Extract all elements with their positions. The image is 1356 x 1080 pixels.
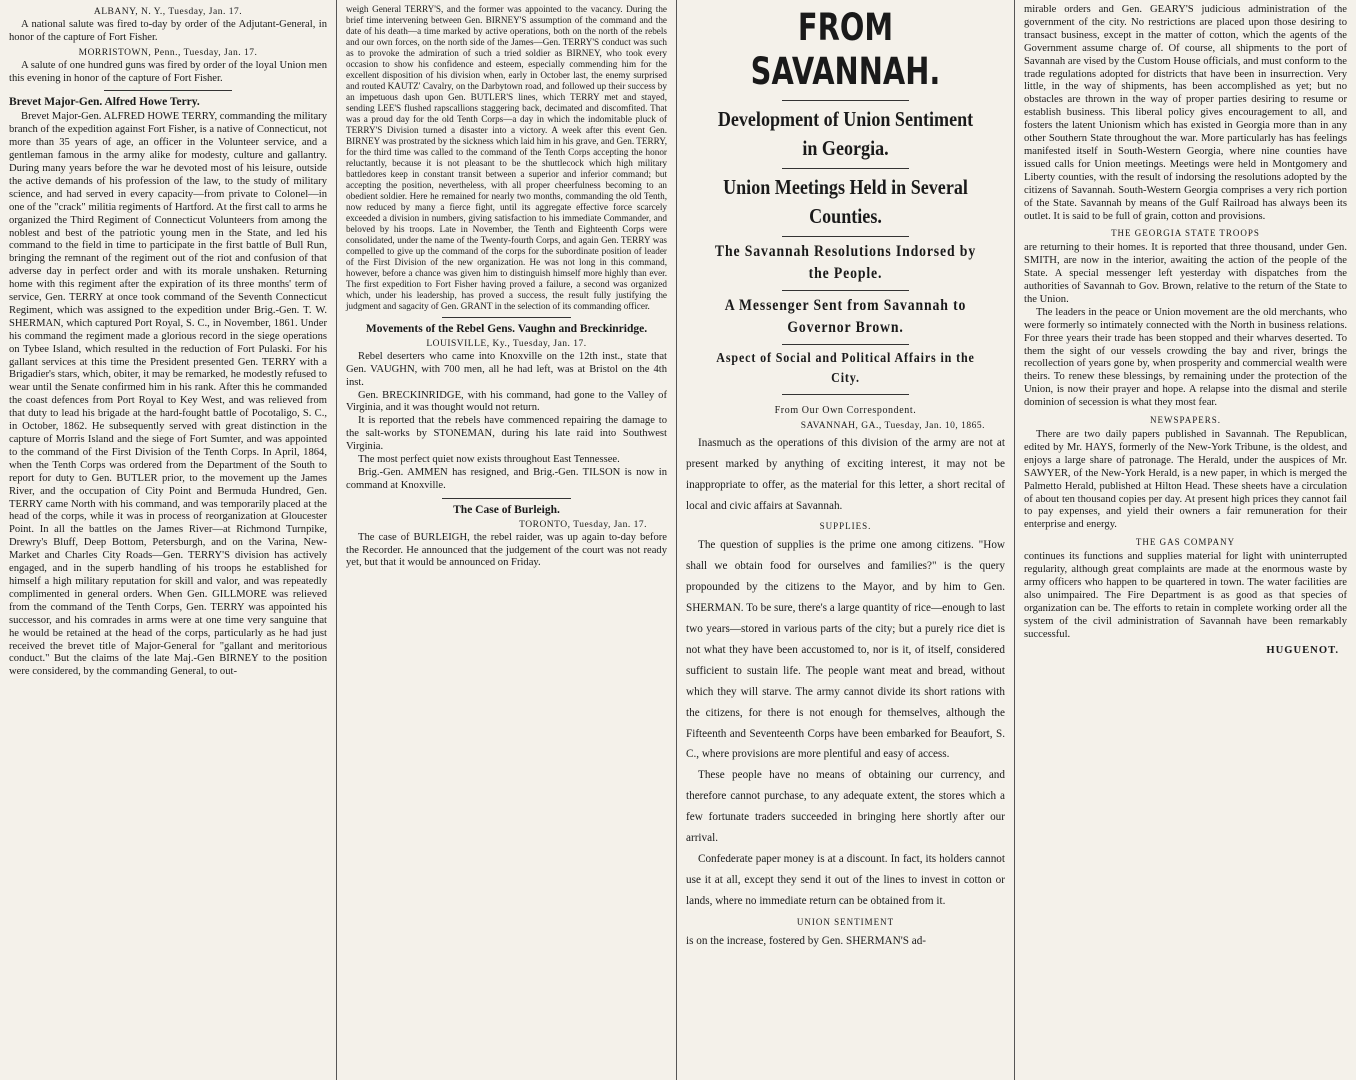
paragraph-state-troops: are returning to their homes. It is reported that three thousand, under Gen. SMITH, are now in the interior, awaiting the action of the people of the State. A special messenger left yesterday with dispatches from the authorities of Savannah to Gov. Brown, relative to the return of the State to the Union. [1024, 242, 1347, 305]
deck-social-political: Aspect of Social and Political Affairs in the City. [716, 351, 975, 386]
paragraph-breckinridge: Gen. BRECKINRIDGE, with his command, had gone to the Valley of Virginia, and it was thought would not return. [346, 389, 667, 414]
dateline-toronto: TORONTO, Tuesday, Jan. 17. [519, 519, 647, 530]
paragraph-burleigh-case: The case of BURLEIGH, the rebel raider, was up again to-day before the Recorder. He announced that the judgement of the court was not ready yet, but that it would be announced on Friday. [346, 531, 667, 569]
heading-terry: Brevet Major-Gen. Alfred Howe Terry. [9, 96, 200, 109]
subheading-supplies: SUPPLIES. [819, 521, 872, 532]
paragraph-gas-company: continues its functions and supplies material for light with uninterrupted regularity, although great complaints are made at the enormous waste by army officers who happen to be quartered in town. The water facilities are also unimpaired. The Fire Department is as good as that species of organization can be. The efforts to retain in complete working order all the system of the civil administration of Savannah have been remarkably successful. [1024, 551, 1347, 640]
subheading-state-troops: THE GEORGIA STATE TROOPS [1111, 228, 1260, 239]
divider [782, 344, 910, 345]
dateline-morristown: MORRISTOWN, Penn., Tuesday, Jan. 17. [78, 47, 258, 58]
subheading-newspapers: NEWSPAPERS. [1150, 415, 1221, 426]
heading-vaughn-breckinridge: Movements of the Rebel Gens. Vaughn and Breckinridge. [365, 323, 648, 335]
paragraph-terry-continued: weigh General TERRY'S, and the former was appointed to the vacancy. During the brief time intervening between Gen. BIRNEY'S assumption of the command and the date of his death—a time marked by active operations, both on the north of the rebels and our own forces, on the north side of the James—Gen. TERRY'S conduct was such as to provoke the admiration of such a tried soldier as BIRNEY, who took every occasion to show his confidence and esteem, especially commending him for the excellent disposition of his division when, early in October last, the enemy surprised and routed KAUTZ' Cavalry, on the Darbytown road, and followed up their success by an impetuous dash upon Gen. BUTLER'S lines, which TERRY met and stayed, sending LEE'S flushed rapscallions staggering back, decimated and discomfited. That was a proud day for the old Tenth Corps—a day in which the indomitable pluck of TERRY'S Division turned a disaster into a victory. A week after this event Gen. BIRNEY was prostrated by the sickness which laid him in his grave, and Gen. TERRY, for the third time was called to the command of the Tenth Corps accepting the honor reluctantly, because it is not pleasant to be the shuttlecock which high military battledores keep in constant transit between a superior and inferior command; but accepting the position, nevertheless, with all proper cheerfulness becoming to an obedient soldier. Here he remained for nearly two months, commanding the old Tenth, now reduced by many a fierce fight, until its aggregate effective force scarcely exceeded a division in numbers, giving satisfaction to his immediate Commander, and beloved by his troops. Late in November, the Tenth and Eighteenth Corps were consolidated, under the name of the Twenty-fourth Corps, and again Gen. TERRY was compelled to give up the command of the corps for the subordinate position of leader of the First Division of the new organization. He was not long in this command, however, before a chance was given him to distinguish himself more highly than ever. The first expedition to Fort Fisher having proved a failure, a second was organized which, under his leadership, has proved a success, the result fully justifying the judgment and sagacity of Gen. GRANT in the selection of its commanding officer. [346, 4, 667, 311]
paragraph-east-tennessee: The most perfect quiet now exists throughout East Tennessee. [358, 454, 620, 466]
paragraph-terry-biography: Brevet Major-Gen. ALFRED HOWE TERRY, commanding the military branch of the expedition against Fort Fisher, is a native of Connecticut, not more than 35 years of age, an officer in the Volunteer service, and a gentleman famous in the army alike for modesty, culture and gallantry. During many years before the war he devoted most of his leisure, outside the active demands of his profession of the law, to the study of military science, and had served in every capacity—from private to Colonel—in one of the "crack" militia regiments of Hartford. At the first call to arms he organized the Third Regiment of Connecticut Volunteers from among the noblest and best of the patriotic young men in the State, and led his command to the field in time to participate in the first battle of Bull Run, bringing the remnant of the regiment out of the riot and confusion of that adverse day in perfect order and with its morale unshaken. Returning home with this regiment after the expiration of its three months' term of service, Gen. TERRY at once took command of the Seventh Connecticut Regiment, which was assigned to the expedition under Brig.-Gen. T. W. SHERMAN, which captured Port Royal, S. C., in November, 1861. Under his command the regiment made a glorious record in the siege operations on Tybee Island, which resulted in the reduction of Fort Pulaski. For his gallant services at this time the President presented Gen. TERRY with a Brigadier's stars, which, obiter, it may be remarked, he modestly refused to wear until the Senate confirmed him in his rank. After this he commanded the coast defences from Port Royal to Key West, and was relieved from that duty to lead his brigade at the hard-fought battle of Pocotaligo, S. C., in October, 1862. He subsequently served with great distinction in the capture of Morris Island and the siege of Fort Sumter, and was appointed to the command of the First Division of the Tenth Corps. In April, 1864, when the Tenth Corps was ordered from the Department of the South to report for duty to Gen. BUTLER prior, to the movement up the James River, and the occupation of City Point and Bermuda Hundred, Gen. TERRY came North with his command, and was temporarily placed at the head of the corps, while it was in process of reorganization at Gloucester Point. In all the battles on the James River—at Richmond Turnpike, Drewry's Bluff, Deep Bottom, Petersburgh, and on the Varina, New-Market and Charles City Roads—Gen. TERRY'S division has actively engaged, and in the superb handling of his troops he established for himself a high military reputation for skill and valor, and was repeatedly complimented in general orders. When Gen. GILLMORE was relieved from the command of the Tenth Corps, Gen. TERRY was appointed his successor, and his comrades in arms were at one time very sanguine that he would be retained at the head of the corps, particularly as he had just received the brevet title of Major-General for "gallant and meritorious conduct." But the claims of the late Maj.-Gen BIRNEY to the position were considered, by the commanding General, to out- [9, 111, 327, 678]
divider [442, 317, 570, 318]
column-3 [676, 0, 1014, 1080]
divider [104, 90, 231, 91]
paragraph-administration: mirable orders and Gen. GEARY'S judicious administration of the government of the city. No restrictions are placed upon those desiring to transact business, except in the matter of cotton, which the agents of the Government assume charge of. Of course, all shipments to the port of Savannah are vised by the Custom House officials, and must conform to the trade regulations adopted for districts that have been in insurrection. Very little, in the way of shipments, has been accomplished as yet; but no obstacles are thrown in the way of proper parties desiring to resume or establish business. This liberal policy gives encouragement to all, and fosters the latent Unionism which has existed in Georgia more than in any other Southern State throughout the war. More particularly has has feelings manifested itself in South-Western Georgia, where nine counties have issued calls for Union meetings. Meetings were held in Montgomery and Liberty counties, with the result of indorsing the resolutions adopted by the citizens of Savannah. South-Western Georgia comprises a very rich portion of the State. Savannah by means of the Gulf Railroad has always been its outlet. It is said to be full of grain, cotton and provisions. [1024, 4, 1347, 222]
heading-burleigh: The Case of Burleigh. [453, 503, 560, 516]
paragraph-rebel-deserters: Rebel deserters who came into Knoxville on the 12th inst., state that Gen. VAUGHN, with 700 men, all he had left, was at Bristol on the 4th inst. [346, 350, 667, 388]
dateline-albany: ALBANY, N. Y., Tuesday, Jan. 17. [93, 7, 243, 17]
paragraph-confederate-money: Confederate paper money is at a discount. In fact, its holders cannot use it at all, except they send it out of the lines to invest in cotton or lands, where no immediate return can be obtained from it. [686, 852, 1005, 907]
deck-messenger-sent: A Messenger Sent from Savannah to Governor Brown. [724, 297, 967, 336]
column-4 [1014, 0, 1356, 1080]
dateline-savannah: SAVANNAH, GA., Tuesday, Jan. 10, 1865. [800, 420, 985, 431]
paragraph-albany-salute: A national salute was fired to-day by order of the Adjutant-General, in honor of the capture of Fort Fisher. [9, 18, 327, 43]
deck-union-meetings: Union Meetings Held in Several Counties. [723, 175, 968, 228]
paragraph-union-sentiment: is on the increase, fostered by Gen. SHERMAN'S ad- [686, 934, 927, 947]
subheading-gas-company: THE GAS COMPANY [1135, 537, 1236, 548]
deck-resolutions-indorsed: The Savannah Resolutions Indorsed by the People. [714, 243, 977, 282]
divider [782, 100, 910, 101]
paragraph-morristown-salute: A salute of one hundred guns was fired by order of the loyal Union men this evening in honor of the capture of Fort Fisher. [9, 59, 327, 84]
column-2 [336, 0, 676, 1080]
divider [782, 168, 910, 169]
paragraph-currency: These people have no means of obtaining our currency, and therefore cannot purchase, to any adequate extent, the stores which a few fortunate traders succeeded in bringing here shortly after our arrival. [686, 769, 1005, 845]
deck-union-sentiment: Development of Union Sentiment in Georgia. [717, 107, 974, 160]
divider [782, 394, 910, 395]
divider [782, 236, 910, 237]
divider [442, 498, 570, 499]
divider [782, 290, 910, 291]
paragraph-newspapers: There are two daily papers published in Savannah. The Republican, edited by Mr. HAYS, formerly of the New-York Tribune, is the oldest, and enjoys a large share of patronage. The Herald, under the auspices of Mr. SAWYER, of the New-York Herald, is a new paper, in which is merged the Palmetto Herald, published at Hilton Head. These sheets have a circulation of about ten thousand copies per day. At present high prices they cannot fail to pay expenses, and yield their owners a fair remuneration for their enterprise and energy. [1024, 429, 1347, 531]
paragraph-supplies: The question of supplies is the prime one among citizens. "How shall we obtain food for ourselves and families?" is the query propounded by the citizens to the Mayor, and by him to Gen. SHERMAN. To be sure, there's a large quantity of rice—enough to last two years—stored in various parts of the city; but a purely rice diet is not what they have been accustomed to, nor is it, of itself, considered sufficient to sustain life. The people want meat and bread, without which they will starve. The army cannot divide its short rations with the citizens, for there is not enough for themselves, although the Fifteenth and Seventeenth Corps have been embarked for Beaufort, S. C., where provisions are more plentiful and easy of access. [686, 539, 1005, 761]
signature: HUGUENOT. [1266, 644, 1339, 656]
main-headline: FROM SAVANNAH. [750, 6, 941, 93]
column-1 [0, 0, 336, 1080]
byline: From Our Own Correspondent. [774, 405, 917, 416]
paragraph-ammen-tilson: Brig.-Gen. AMMEN has resigned, and Brig.-Gen. TILSON is now in command at Knoxville. [346, 466, 667, 491]
dateline-louisville: LOUISVILLE, Ky., Tuesday, Jan. 17. [426, 338, 587, 349]
paragraph-intro: Inasmuch as the operations of this division of the army are not at present marked by anything of exciting interest, it may not be inappropriate to offer, as the material for this letter, a short recital of local and civic affairs at Savannah. [686, 436, 1005, 512]
paragraph-merchants: The leaders in the peace or Union movement are the old merchants, who were formerly so intimately connected with the North in business relations. For three years their trade has been stopped and their wharves deserted. To them the sight of our vessels crowding the bay and river, brings the recollection of years gone by, when prosperity and commercial wealth were theirs. To renew these blessings, by remaining under the protection of the Union, is now their prayer and hope. A relapse into the dismal and sterile dominion of secession is what they most fear. [1024, 306, 1347, 409]
paragraph-salt-works: It is reported that the rebels have commenced repairing the damage to the salt-works by STONEMAN, during his late raid into Southwest Virginia. [346, 415, 667, 453]
subheading-union-sentiment: UNION SENTIMENT [796, 916, 895, 927]
